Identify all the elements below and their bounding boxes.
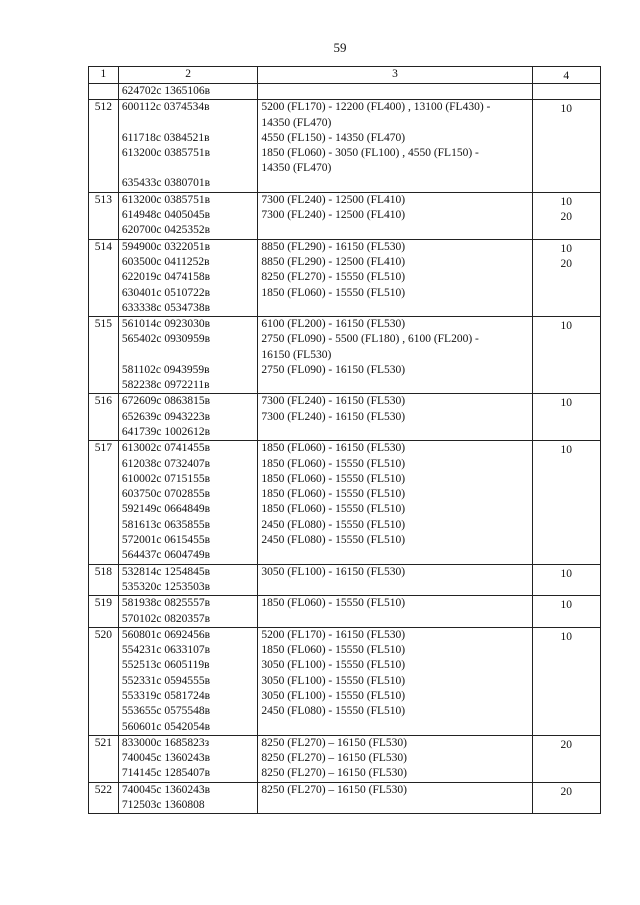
row-number-cell [89, 84, 119, 100]
coordinate-point: 630401с 0510722в [121, 286, 211, 299]
coordinate-point: 624702с 1365106в [121, 85, 211, 97]
altitude-range: 1850 (FL060) - 15550 (FL510) [261, 286, 406, 299]
column-4-value: 10 [560, 195, 573, 208]
altitude-range: 7300 (FL240) - 16150 (FL530) [261, 395, 406, 408]
altitude-range: 5200 (FL170) - 12200 (FL400) , 13100 (FL430) - [261, 101, 491, 114]
altitude-range: 7300 (FL240) - 16150 (FL530) [261, 410, 406, 423]
row-number-cell: 513 [89, 192, 119, 239]
coordinate-point [122, 348, 254, 363]
coordinates-cell [118, 317, 257, 394]
coordinate-point: 572001с 0615455в [121, 534, 211, 547]
column-4-value: 10 [560, 320, 573, 333]
altitude-range: 2750 (FL090) - 16150 (FL530) [261, 364, 406, 377]
altitude-range: 1850 (FL060) - 15550 (FL510) [261, 472, 406, 485]
table-row [89, 441, 601, 564]
value-cell [532, 627, 600, 735]
altitude-range: 1850 (FL060) - 15550 (FL510) [261, 488, 406, 501]
row-number-cell: 518 [89, 564, 119, 596]
altitude-range-cell [258, 441, 532, 564]
coordinate-point: 614948с 0405045в [121, 209, 211, 222]
table-body [89, 84, 601, 814]
coordinates-cell [118, 84, 257, 100]
column-header-2: 2 [118, 67, 257, 84]
table-row [89, 627, 601, 735]
row-number-cell: 520 [89, 627, 119, 735]
coordinate-point: 712503с 1360808 [121, 799, 205, 812]
altitude-range: 2750 (FL090) - 5500 (FL180) , 6100 (FL200) - [261, 333, 479, 346]
coordinate-point [122, 116, 254, 131]
altitude-range: 6100 (FL200) - 16150 (FL530) [261, 318, 406, 331]
coordinate-point: 570102с 0820357в [121, 612, 211, 625]
altitude-range [261, 798, 528, 813]
coordinates-cell [118, 596, 257, 628]
altitude-range: 3050 (FL100) - 15550 (FL510) [261, 659, 406, 672]
coordinate-point: 635433с 0380701в [121, 177, 211, 190]
column-4-value: 10 [560, 103, 573, 116]
altitude-range-cell [258, 84, 532, 100]
altitude-range [261, 548, 528, 563]
coordinate-point: 594900с 0322051в [121, 240, 211, 253]
altitude-range [261, 301, 528, 316]
coordinates-cell [118, 782, 257, 814]
altitude-range: 2450 (FL080) - 15550 (FL510) [261, 518, 406, 531]
altitude-range: 7300 (FL240) - 12500 (FL410) [261, 209, 406, 222]
altitude-range-cell [258, 596, 532, 628]
coordinate-point: 612038с 0732407в [121, 457, 211, 470]
altitude-range-cell [258, 782, 532, 814]
column-header-3: 3 [258, 67, 532, 84]
value-cell [532, 239, 600, 316]
coordinate-point: 641739с 1002612в [121, 425, 211, 438]
altitude-range: 14350 (FL470) [261, 116, 332, 129]
coordinate-point: 833000с 1685823з [121, 736, 210, 749]
coordinate-point: 560801с 0692456в [121, 628, 211, 641]
altitude-range: 8850 (FL290) - 12500 (FL410) [261, 255, 406, 268]
value-cell [532, 564, 600, 596]
altitude-range [261, 425, 528, 440]
coordinates-cell [118, 441, 257, 564]
altitude-range-cell [258, 394, 532, 441]
coordinate-point: 740045с 1360243в [121, 783, 211, 796]
column-4-value: 20 [560, 738, 573, 751]
altitude-range: 16150 (FL530) [261, 348, 332, 361]
coordinates-cell [118, 735, 257, 782]
value-cell [532, 735, 600, 782]
altitude-range: 8250 (FL270) – 16150 (FL530) [261, 767, 407, 780]
altitude-range: 5200 (FL170) - 16150 (FL530) [261, 628, 406, 641]
column-4-value: 10 [560, 242, 573, 255]
coordinate-point: 560601с 0542054в [121, 720, 211, 733]
column-4-value: 10 [560, 567, 573, 580]
coordinate-point: 613200с 0385751в [121, 146, 211, 159]
altitude-range: 4550 (FL150) - 14350 (FL470) [261, 131, 406, 144]
column-4-value: 20 [560, 211, 573, 224]
column-4-value: 10 [560, 397, 573, 410]
coordinate-point [122, 161, 254, 176]
page-number: 59 [333, 40, 347, 55]
coordinates-cell [118, 564, 257, 596]
row-number-cell: 521 [89, 735, 119, 782]
altitude-range [261, 580, 528, 595]
row-number-cell: 519 [89, 596, 119, 628]
table-row [89, 100, 601, 192]
value-cell [532, 782, 600, 814]
table-row [89, 735, 601, 782]
value-cell [532, 441, 600, 564]
altitude-range [261, 612, 528, 627]
table-row [89, 317, 601, 394]
coordinate-point: 613002с 0741455в [121, 442, 211, 455]
altitude-range: 2450 (FL080) - 15550 (FL510) [261, 705, 406, 718]
coordinate-point: 581938с 0825557в [121, 597, 211, 610]
altitude-range-cell [258, 627, 532, 735]
altitude-range: 8250 (FL270) – 16150 (FL530) [261, 736, 407, 749]
coordinates-cell [118, 192, 257, 239]
altitude-range [261, 223, 528, 238]
altitude-range: 1850 (FL060) - 16150 (FL530) [261, 442, 406, 455]
coordinate-point: 613200с 0385751в [121, 193, 211, 206]
altitude-range [261, 177, 528, 192]
value-cell [532, 596, 600, 628]
table-row [89, 394, 601, 441]
altitude-range-cell [258, 564, 532, 596]
coordinate-point: 552331с 0594555в [121, 674, 211, 687]
altitude-range: 8250 (FL270) – 16150 (FL530) [261, 752, 407, 765]
coordinates-cell [118, 394, 257, 441]
altitude-range: 1850 (FL060) - 15550 (FL510) [261, 503, 406, 516]
coordinate-point: 553655с 0575548в [121, 705, 211, 718]
altitude-range [261, 720, 528, 735]
coordinate-point: 672609с 0863815в [121, 395, 211, 408]
coordinate-point: 564437с 0604749в [121, 549, 211, 562]
column-4-value: 10 [560, 444, 573, 457]
coordinate-point: 633338с 0534738в [121, 301, 211, 314]
altitude-range: 1850 (FL060) - 15550 (FL510) [261, 597, 406, 610]
altitude-range: 8250 (FL270) - 15550 (FL510) [261, 271, 406, 284]
column-4-value: 10 [560, 630, 573, 643]
altitude-range: 3050 (FL100) - 16150 (FL530) [261, 565, 406, 578]
row-number-cell: 514 [89, 239, 119, 316]
airspace-table [88, 66, 601, 814]
altitude-range: 1850 (FL060) - 15550 (FL510) [261, 457, 406, 470]
coordinate-point: 554231с 0633107в [121, 644, 211, 657]
row-number-cell: 516 [89, 394, 119, 441]
coordinate-point: 581613с 0635855в [121, 518, 211, 531]
table-row [89, 596, 601, 628]
coordinate-point: 603500с 0411252в [121, 255, 210, 268]
coordinate-point: 652639с 0943223в [121, 410, 211, 423]
coordinate-point: 600112с 0374534в [121, 101, 210, 114]
table-row [89, 192, 601, 239]
coordinates-cell [118, 627, 257, 735]
column-4-value: 20 [560, 257, 573, 270]
header-row [89, 67, 601, 84]
altitude-range: 1850 (FL060) - 15550 (FL510) [261, 644, 406, 657]
coordinate-point: 581102с 0943959в [121, 363, 210, 376]
altitude-range: 1850 (FL060) - 3050 (FL100) , 4550 (FL150) - [261, 147, 479, 160]
row-number-cell: 515 [89, 317, 119, 394]
coordinate-point: 582238с 0972211в [121, 379, 210, 392]
coordinate-point: 592149с 0664849в [121, 503, 211, 516]
column-header-4: 4 [532, 67, 600, 84]
coordinate-point: 603750с 0702855в [121, 488, 211, 501]
coordinates-cell [118, 239, 257, 316]
altitude-range: 8250 (FL270) – 16150 (FL530) [261, 783, 407, 796]
altitude-range [261, 378, 528, 393]
value-cell [532, 192, 600, 239]
altitude-range-cell [258, 239, 532, 316]
altitude-range-cell [258, 735, 532, 782]
column-4-value: 20 [560, 785, 573, 798]
value-cell [532, 317, 600, 394]
altitude-range: 14350 (FL470) [261, 162, 332, 175]
coordinate-point: 552513с 0605119в [121, 659, 210, 672]
value-cell [532, 84, 600, 100]
table-row [89, 564, 601, 596]
coordinate-point: 740045с 1360243в [121, 752, 211, 765]
column-header-1: 1 [89, 67, 119, 84]
value-cell [532, 394, 600, 441]
coordinate-point: 553319с 0581724в [121, 689, 211, 702]
row-number-cell: 517 [89, 441, 119, 564]
coordinate-point: 532814с 1254845в [121, 565, 211, 578]
altitude-range-cell [258, 100, 532, 192]
coordinate-point: 561014с 0923030в [121, 318, 211, 331]
altitude-range: 7300 (FL240) - 12500 (FL410) [261, 193, 406, 206]
altitude-range: 3050 (FL100) - 15550 (FL510) [261, 689, 406, 702]
coordinate-point: 535320с 1253503в [121, 580, 211, 593]
coordinate-point: 622019с 0474158в [121, 271, 211, 284]
coordinate-point: 611718с 0384521в [121, 131, 210, 144]
coordinates-cell [118, 100, 257, 192]
value-cell [532, 100, 600, 192]
altitude-range: 8850 (FL290) - 16150 (FL530) [261, 240, 406, 253]
table-row [89, 84, 601, 100]
coordinate-point: 565402с 0930959в [121, 333, 211, 346]
coordinate-point: 620700с 0425352в [121, 224, 211, 237]
row-number-cell: 522 [89, 782, 119, 814]
altitude-range: 3050 (FL100) - 15550 (FL510) [261, 674, 406, 687]
row-number-cell: 512 [89, 100, 119, 192]
coordinate-point: 714145с 1285407в [121, 767, 211, 780]
altitude-range-cell [258, 317, 532, 394]
altitude-range-cell [258, 192, 532, 239]
table-row [89, 782, 601, 814]
column-4-value: 10 [560, 599, 573, 612]
table-row [89, 239, 601, 316]
coordinate-point: 610002с 0715155в [121, 472, 211, 485]
altitude-range: 2450 (FL080) - 15550 (FL510) [261, 534, 406, 547]
